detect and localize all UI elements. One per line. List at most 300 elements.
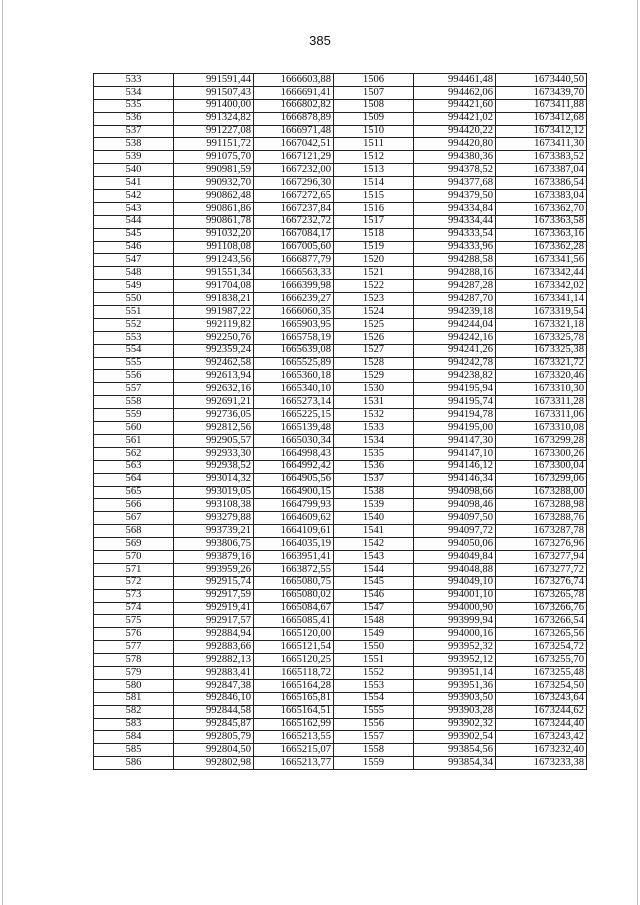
cell-y-coordinate-left: 1664035,19 — [254, 538, 334, 551]
cell-y-coordinate-left: 1665273,14 — [254, 396, 334, 409]
table-row — [94, 692, 587, 705]
table-row — [94, 306, 587, 319]
cell-y-coordinate-left: 1667121,29 — [254, 151, 334, 164]
cell-point-number-right: 1551 — [334, 654, 414, 667]
cell-y-coordinate-right: 1673288,00 — [496, 486, 587, 499]
cell-y-coordinate-right: 1673411,88 — [496, 99, 587, 112]
cell-x-coordinate-left: 992119,82 — [174, 318, 254, 331]
cell-x-coordinate-left: 992736,05 — [174, 409, 254, 422]
cell-point-number-left: 585 — [94, 744, 174, 757]
table-row — [94, 293, 587, 306]
cell-x-coordinate-right: 994097,50 — [414, 512, 496, 525]
cell-y-coordinate-right: 1673310,08 — [496, 422, 587, 435]
cell-x-coordinate-right: 994050,06 — [414, 538, 496, 551]
cell-x-coordinate-right: 994242,16 — [414, 331, 496, 344]
cell-point-number-left: 540 — [94, 164, 174, 177]
table-row — [94, 576, 587, 589]
cell-y-coordinate-left: 1665120,25 — [254, 654, 334, 667]
cell-point-number-right: 1548 — [334, 615, 414, 628]
cell-y-coordinate-right: 1673386,54 — [496, 177, 587, 190]
cell-y-coordinate-right: 1673325,78 — [496, 331, 587, 344]
cell-y-coordinate-left: 1664992,42 — [254, 460, 334, 473]
cell-y-coordinate-left: 1665639,08 — [254, 344, 334, 357]
table-row — [94, 473, 587, 486]
cell-y-coordinate-right: 1673341,56 — [496, 254, 587, 267]
page-edge-right — [637, 0, 638, 905]
table-row — [94, 151, 587, 164]
cell-x-coordinate-right: 994195,00 — [414, 422, 496, 435]
cell-point-number-right: 1537 — [334, 473, 414, 486]
cell-x-coordinate-left: 991227,08 — [174, 125, 254, 138]
table-row — [94, 705, 587, 718]
cell-point-number-right: 1541 — [334, 525, 414, 538]
table-row — [94, 177, 587, 190]
table-row — [94, 164, 587, 177]
page-number: 385 — [309, 33, 331, 48]
table-row — [94, 396, 587, 409]
cell-y-coordinate-right: 1673439,70 — [496, 86, 587, 99]
cell-y-coordinate-left: 1667296,30 — [254, 177, 334, 190]
cell-point-number-right: 1538 — [334, 486, 414, 499]
cell-y-coordinate-left: 1665213,77 — [254, 757, 334, 770]
cell-point-number-left: 553 — [94, 331, 174, 344]
cell-point-number-right: 1559 — [334, 757, 414, 770]
cell-x-coordinate-right: 994146,34 — [414, 473, 496, 486]
cell-y-coordinate-left: 1665118,72 — [254, 666, 334, 679]
cell-point-number-right: 1556 — [334, 718, 414, 731]
cell-x-coordinate-right: 994379,50 — [414, 190, 496, 203]
cell-x-coordinate-left: 991838,21 — [174, 293, 254, 306]
cell-y-coordinate-left: 1666802,82 — [254, 99, 334, 112]
cell-point-number-left: 537 — [94, 125, 174, 138]
cell-y-coordinate-right: 1673342,02 — [496, 280, 587, 293]
cell-y-coordinate-left: 1667084,17 — [254, 228, 334, 241]
cell-point-number-left: 572 — [94, 576, 174, 589]
cell-y-coordinate-right: 1673255,70 — [496, 654, 587, 667]
cell-y-coordinate-right: 1673383,04 — [496, 190, 587, 203]
cell-y-coordinate-left: 1664905,56 — [254, 473, 334, 486]
cell-x-coordinate-left: 992884,94 — [174, 628, 254, 641]
table-row — [94, 370, 587, 383]
cell-x-coordinate-left: 992883,41 — [174, 666, 254, 679]
cell-point-number-left: 543 — [94, 202, 174, 215]
cell-x-coordinate-left: 992933,30 — [174, 447, 254, 460]
cell-y-coordinate-left: 1666060,35 — [254, 306, 334, 319]
cell-point-number-left: 577 — [94, 641, 174, 654]
cell-point-number-right: 1526 — [334, 331, 414, 344]
cell-x-coordinate-right: 994287,70 — [414, 293, 496, 306]
cell-y-coordinate-left: 1666691,41 — [254, 86, 334, 99]
cell-point-number-right: 1533 — [334, 422, 414, 435]
cell-x-coordinate-right: 994420,80 — [414, 138, 496, 151]
cell-x-coordinate-right: 994462,06 — [414, 86, 496, 99]
cell-y-coordinate-left: 1665165,81 — [254, 692, 334, 705]
cell-point-number-left: 549 — [94, 280, 174, 293]
coordinates-table — [93, 73, 587, 770]
cell-y-coordinate-left: 1664799,93 — [254, 499, 334, 512]
cell-point-number-left: 568 — [94, 525, 174, 538]
cell-y-coordinate-left: 1666878,89 — [254, 112, 334, 125]
cell-point-number-right: 1522 — [334, 280, 414, 293]
cell-point-number-left: 555 — [94, 357, 174, 370]
table-row — [94, 718, 587, 731]
cell-x-coordinate-right: 993951,14 — [414, 666, 496, 679]
cell-x-coordinate-right: 994194,78 — [414, 409, 496, 422]
cell-y-coordinate-right: 1673288,98 — [496, 499, 587, 512]
cell-x-coordinate-right: 993854,34 — [414, 757, 496, 770]
cell-y-coordinate-right: 1673383,52 — [496, 151, 587, 164]
cell-y-coordinate-right: 1673266,54 — [496, 615, 587, 628]
cell-y-coordinate-right: 1673320,46 — [496, 370, 587, 383]
cell-point-number-right: 1555 — [334, 705, 414, 718]
cell-point-number-left: 534 — [94, 86, 174, 99]
cell-point-number-right: 1552 — [334, 666, 414, 679]
table-row — [94, 744, 587, 757]
cell-point-number-left: 536 — [94, 112, 174, 125]
cell-y-coordinate-right: 1673310,30 — [496, 383, 587, 396]
cell-x-coordinate-right: 993903,28 — [414, 705, 496, 718]
cell-y-coordinate-right: 1673243,42 — [496, 731, 587, 744]
table-body — [94, 74, 587, 770]
cell-point-number-left: 556 — [94, 370, 174, 383]
cell-y-coordinate-right: 1673387,04 — [496, 164, 587, 177]
cell-point-number-left: 542 — [94, 190, 174, 203]
cell-y-coordinate-left: 1665758,19 — [254, 331, 334, 344]
cell-y-coordinate-left: 1664900,15 — [254, 486, 334, 499]
cell-point-number-left: 541 — [94, 177, 174, 190]
cell-y-coordinate-right: 1673299,28 — [496, 434, 587, 447]
cell-point-number-right: 1519 — [334, 241, 414, 254]
cell-point-number-right: 1527 — [334, 344, 414, 357]
cell-point-number-right: 1553 — [334, 679, 414, 692]
cell-y-coordinate-left: 1665139,48 — [254, 422, 334, 435]
cell-x-coordinate-left: 990861,86 — [174, 202, 254, 215]
cell-x-coordinate-left: 991704,08 — [174, 280, 254, 293]
table-row — [94, 190, 587, 203]
cell-y-coordinate-right: 1673440,50 — [496, 74, 587, 87]
cell-y-coordinate-left: 1666563,33 — [254, 267, 334, 280]
table-row — [94, 512, 587, 525]
cell-point-number-right: 1545 — [334, 576, 414, 589]
cell-y-coordinate-left: 1665164,51 — [254, 705, 334, 718]
cell-y-coordinate-right: 1673232,40 — [496, 744, 587, 757]
table-row — [94, 138, 587, 151]
cell-point-number-right: 1554 — [334, 692, 414, 705]
table-row — [94, 99, 587, 112]
cell-point-number-left: 560 — [94, 422, 174, 435]
cell-y-coordinate-right: 1673311,28 — [496, 396, 587, 409]
cell-point-number-left: 563 — [94, 460, 174, 473]
cell-y-coordinate-right: 1673319,54 — [496, 306, 587, 319]
cell-y-coordinate-left: 1665030,34 — [254, 434, 334, 447]
cell-x-coordinate-right: 994147,30 — [414, 434, 496, 447]
cell-x-coordinate-right: 994001,10 — [414, 589, 496, 602]
cell-point-number-left: 561 — [94, 434, 174, 447]
cell-x-coordinate-left: 992883,66 — [174, 641, 254, 654]
cell-point-number-right: 1531 — [334, 396, 414, 409]
cell-y-coordinate-left: 1667272,65 — [254, 190, 334, 203]
cell-x-coordinate-right: 994378,52 — [414, 164, 496, 177]
cell-y-coordinate-right: 1673321,18 — [496, 318, 587, 331]
cell-point-number-right: 1523 — [334, 293, 414, 306]
cell-y-coordinate-left: 1666239,27 — [254, 293, 334, 306]
cell-x-coordinate-left: 991551,34 — [174, 267, 254, 280]
cell-point-number-right: 1516 — [334, 202, 414, 215]
cell-x-coordinate-right: 994242,78 — [414, 357, 496, 370]
cell-y-coordinate-right: 1673321,72 — [496, 357, 587, 370]
cell-point-number-right: 1521 — [334, 267, 414, 280]
cell-x-coordinate-left: 993108,38 — [174, 499, 254, 512]
cell-x-coordinate-left: 991151,72 — [174, 138, 254, 151]
cell-y-coordinate-right: 1673363,58 — [496, 215, 587, 228]
cell-point-number-right: 1543 — [334, 550, 414, 563]
cell-x-coordinate-left: 992905,57 — [174, 434, 254, 447]
cell-x-coordinate-left: 992846,10 — [174, 692, 254, 705]
cell-y-coordinate-right: 1673233,38 — [496, 757, 587, 770]
cell-point-number-left: 565 — [94, 486, 174, 499]
cell-x-coordinate-left: 992632,16 — [174, 383, 254, 396]
cell-y-coordinate-right: 1673265,56 — [496, 628, 587, 641]
cell-point-number-left: 562 — [94, 447, 174, 460]
cell-x-coordinate-right: 993854,56 — [414, 744, 496, 757]
table-row — [94, 666, 587, 679]
cell-y-coordinate-right: 1673362,28 — [496, 241, 587, 254]
cell-y-coordinate-right: 1673342,44 — [496, 267, 587, 280]
cell-x-coordinate-right: 994420,22 — [414, 125, 496, 138]
cell-x-coordinate-right: 994146,12 — [414, 460, 496, 473]
table-row — [94, 267, 587, 280]
cell-point-number-left: 545 — [94, 228, 174, 241]
table-row — [94, 280, 587, 293]
cell-x-coordinate-right: 993952,12 — [414, 654, 496, 667]
cell-point-number-right: 1542 — [334, 538, 414, 551]
cell-point-number-left: 535 — [94, 99, 174, 112]
cell-y-coordinate-left: 1665084,67 — [254, 602, 334, 615]
cell-point-number-left: 557 — [94, 383, 174, 396]
cell-y-coordinate-left: 1665162,99 — [254, 718, 334, 731]
table-row — [94, 563, 587, 576]
cell-point-number-left: 574 — [94, 602, 174, 615]
table-row — [94, 215, 587, 228]
cell-y-coordinate-left: 1667005,60 — [254, 241, 334, 254]
cell-x-coordinate-left: 992691,21 — [174, 396, 254, 409]
cell-x-coordinate-right: 994461,48 — [414, 74, 496, 87]
table-row — [94, 628, 587, 641]
cell-y-coordinate-left: 1666877,79 — [254, 254, 334, 267]
cell-point-number-right: 1534 — [334, 434, 414, 447]
cell-point-number-left: 547 — [94, 254, 174, 267]
table-row — [94, 383, 587, 396]
cell-point-number-right: 1506 — [334, 74, 414, 87]
cell-y-coordinate-left: 1665360,18 — [254, 370, 334, 383]
cell-point-number-right: 1547 — [334, 602, 414, 615]
table-row — [94, 499, 587, 512]
cell-point-number-left: 567 — [94, 512, 174, 525]
cell-x-coordinate-left: 991987,22 — [174, 306, 254, 319]
cell-point-number-left: 586 — [94, 757, 174, 770]
cell-point-number-left: 558 — [94, 396, 174, 409]
cell-x-coordinate-right: 994288,58 — [414, 254, 496, 267]
cell-x-coordinate-right: 994380,36 — [414, 151, 496, 164]
cell-x-coordinate-left: 992917,59 — [174, 589, 254, 602]
cell-point-number-right: 1544 — [334, 563, 414, 576]
cell-point-number-right: 1529 — [334, 370, 414, 383]
cell-y-coordinate-left: 1663951,41 — [254, 550, 334, 563]
cell-point-number-right: 1539 — [334, 499, 414, 512]
cell-y-coordinate-left: 1665213,55 — [254, 731, 334, 744]
table-row — [94, 460, 587, 473]
cell-point-number-left: 582 — [94, 705, 174, 718]
cell-point-number-right: 1517 — [334, 215, 414, 228]
cell-x-coordinate-left: 990862,48 — [174, 190, 254, 203]
cell-x-coordinate-right: 993952,32 — [414, 641, 496, 654]
cell-point-number-right: 1520 — [334, 254, 414, 267]
cell-x-coordinate-right: 994333,54 — [414, 228, 496, 241]
table-row — [94, 125, 587, 138]
cell-y-coordinate-left: 1666399,98 — [254, 280, 334, 293]
cell-x-coordinate-right: 994239,18 — [414, 306, 496, 319]
table-row — [94, 241, 587, 254]
cell-point-number-left: 548 — [94, 267, 174, 280]
cell-y-coordinate-left: 1665525,89 — [254, 357, 334, 370]
cell-y-coordinate-right: 1673255,48 — [496, 666, 587, 679]
cell-y-coordinate-right: 1673277,72 — [496, 563, 587, 576]
table-row — [94, 86, 587, 99]
table-row — [94, 228, 587, 241]
cell-y-coordinate-right: 1673254,72 — [496, 641, 587, 654]
cell-x-coordinate-left: 991324,82 — [174, 112, 254, 125]
cell-point-number-right: 1532 — [334, 409, 414, 422]
cell-point-number-left: 579 — [94, 666, 174, 679]
cell-point-number-right: 1512 — [334, 151, 414, 164]
cell-x-coordinate-left: 992359,24 — [174, 344, 254, 357]
table-row — [94, 654, 587, 667]
cell-y-coordinate-right: 1673362,70 — [496, 202, 587, 215]
cell-x-coordinate-left: 992847,38 — [174, 679, 254, 692]
cell-x-coordinate-left: 992804,50 — [174, 744, 254, 757]
cell-x-coordinate-left: 993739,21 — [174, 525, 254, 538]
cell-x-coordinate-left: 991400,00 — [174, 99, 254, 112]
cell-y-coordinate-right: 1673325,38 — [496, 344, 587, 357]
cell-point-number-left: 533 — [94, 74, 174, 87]
cell-x-coordinate-left: 993959,26 — [174, 563, 254, 576]
cell-y-coordinate-right: 1673244,40 — [496, 718, 587, 731]
cell-x-coordinate-right: 994000,90 — [414, 602, 496, 615]
table-row — [94, 74, 587, 87]
cell-x-coordinate-left: 993806,75 — [174, 538, 254, 551]
cell-point-number-right: 1524 — [334, 306, 414, 319]
cell-point-number-right: 1530 — [334, 383, 414, 396]
cell-point-number-right: 1510 — [334, 125, 414, 138]
cell-x-coordinate-right: 994334,44 — [414, 215, 496, 228]
cell-x-coordinate-left: 992812,56 — [174, 422, 254, 435]
cell-x-coordinate-right: 994333,96 — [414, 241, 496, 254]
table-row — [94, 589, 587, 602]
cell-x-coordinate-left: 993019,05 — [174, 486, 254, 499]
table-row — [94, 679, 587, 692]
cell-y-coordinate-left: 1665225,15 — [254, 409, 334, 422]
table-row — [94, 344, 587, 357]
cell-x-coordinate-left: 992919,41 — [174, 602, 254, 615]
cell-x-coordinate-left: 991507,43 — [174, 86, 254, 99]
table-row — [94, 615, 587, 628]
cell-y-coordinate-right: 1673277,94 — [496, 550, 587, 563]
table-row — [94, 731, 587, 744]
cell-y-coordinate-left: 1665080,75 — [254, 576, 334, 589]
cell-y-coordinate-right: 1673341,14 — [496, 293, 587, 306]
cell-point-number-right: 1535 — [334, 447, 414, 460]
cell-x-coordinate-right: 993902,32 — [414, 718, 496, 731]
cell-point-number-right: 1507 — [334, 86, 414, 99]
cell-y-coordinate-right: 1673243,64 — [496, 692, 587, 705]
cell-point-number-right: 1514 — [334, 177, 414, 190]
cell-point-number-left: 580 — [94, 679, 174, 692]
cell-x-coordinate-right: 994195,74 — [414, 396, 496, 409]
cell-y-coordinate-left: 1665215,07 — [254, 744, 334, 757]
cell-y-coordinate-right: 1673288,76 — [496, 512, 587, 525]
cell-x-coordinate-right: 994097,72 — [414, 525, 496, 538]
cell-point-number-left: 583 — [94, 718, 174, 731]
table-row — [94, 447, 587, 460]
cell-point-number-left: 575 — [94, 615, 174, 628]
cell-x-coordinate-right: 994048,88 — [414, 563, 496, 576]
cell-y-coordinate-right: 1673265,78 — [496, 589, 587, 602]
cell-x-coordinate-left: 991591,44 — [174, 74, 254, 87]
cell-point-number-right: 1536 — [334, 460, 414, 473]
cell-x-coordinate-left: 992938,52 — [174, 460, 254, 473]
cell-x-coordinate-right: 994287,28 — [414, 280, 496, 293]
cell-y-coordinate-left: 1664998,43 — [254, 447, 334, 460]
cell-point-number-left: 571 — [94, 563, 174, 576]
cell-x-coordinate-left: 991032,20 — [174, 228, 254, 241]
cell-x-coordinate-left: 993014,32 — [174, 473, 254, 486]
cell-x-coordinate-left: 993879,16 — [174, 550, 254, 563]
cell-point-number-left: 554 — [94, 344, 174, 357]
cell-y-coordinate-left: 1666603,88 — [254, 74, 334, 87]
table-row — [94, 318, 587, 331]
table-row — [94, 641, 587, 654]
cell-point-number-left: 576 — [94, 628, 174, 641]
cell-y-coordinate-left: 1667042,51 — [254, 138, 334, 151]
cell-y-coordinate-left: 1665121,54 — [254, 641, 334, 654]
cell-y-coordinate-right: 1673412,12 — [496, 125, 587, 138]
cell-point-number-left: 566 — [94, 499, 174, 512]
cell-x-coordinate-left: 992845,87 — [174, 718, 254, 731]
cell-y-coordinate-left: 1665080,02 — [254, 589, 334, 602]
cell-point-number-right: 1509 — [334, 112, 414, 125]
table-row — [94, 409, 587, 422]
cell-x-coordinate-left: 992805,79 — [174, 731, 254, 744]
table-row — [94, 331, 587, 344]
cell-y-coordinate-left: 1664109,61 — [254, 525, 334, 538]
cell-x-coordinate-right: 994098,46 — [414, 499, 496, 512]
cell-x-coordinate-left: 992882,13 — [174, 654, 254, 667]
cell-y-coordinate-right: 1673244,62 — [496, 705, 587, 718]
cell-y-coordinate-right: 1673300,04 — [496, 460, 587, 473]
cell-x-coordinate-left: 992250,76 — [174, 331, 254, 344]
cell-y-coordinate-left: 1667232,72 — [254, 215, 334, 228]
cell-y-coordinate-right: 1673299,06 — [496, 473, 587, 486]
table-row — [94, 525, 587, 538]
cell-point-number-left: 578 — [94, 654, 174, 667]
cell-y-coordinate-left: 1664609,62 — [254, 512, 334, 525]
cell-x-coordinate-right: 994244,04 — [414, 318, 496, 331]
cell-y-coordinate-right: 1673276,74 — [496, 576, 587, 589]
cell-x-coordinate-right: 993951,36 — [414, 679, 496, 692]
cell-x-coordinate-left: 991108,08 — [174, 241, 254, 254]
cell-x-coordinate-left: 992462,58 — [174, 357, 254, 370]
cell-y-coordinate-right: 1673266,76 — [496, 602, 587, 615]
